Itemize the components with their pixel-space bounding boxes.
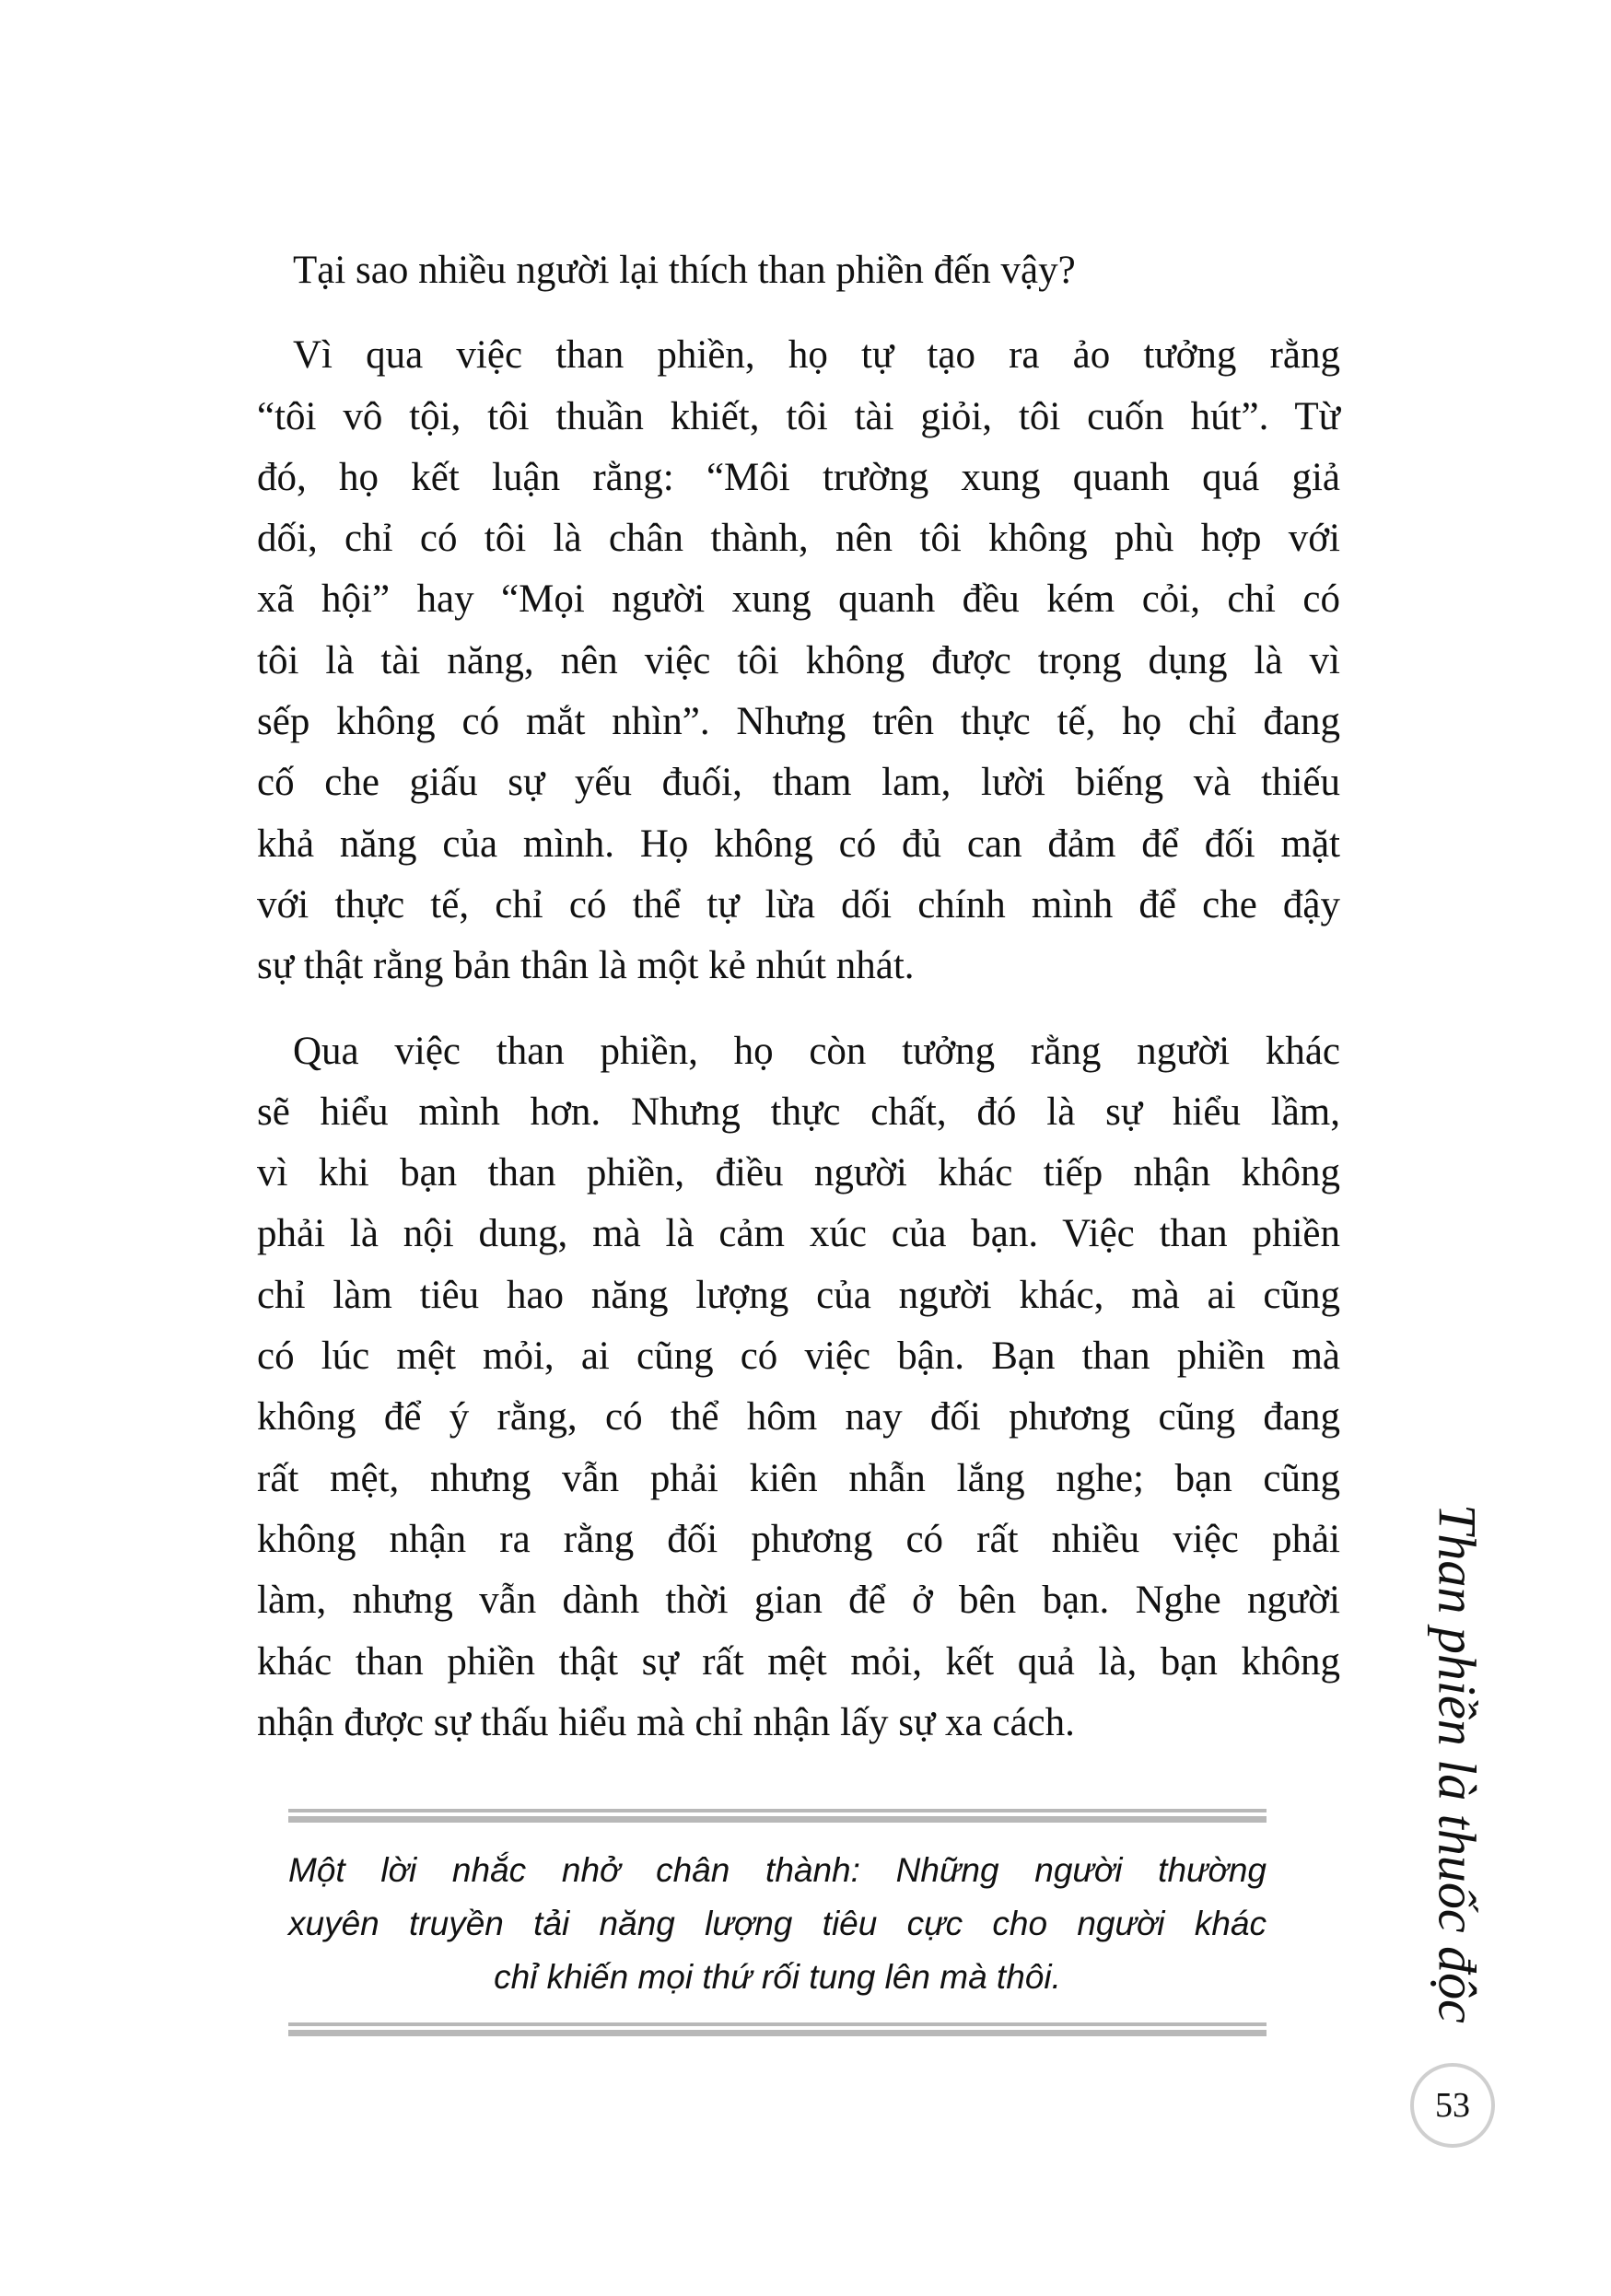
quote-line: chỉ khiến mọi thứ rối tung lên mà thôi. bbox=[494, 1958, 1061, 1996]
quote-text bbox=[288, 1844, 1267, 2004]
text-line: làm, nhưng vẫn dành thời gian để ở bên bạn. Nghe người bbox=[257, 1579, 1340, 1623]
text-line: có lúc mệt mỏi, ai cũng có việc bận. Bạn than phiền mà bbox=[257, 1334, 1340, 1379]
running-title: Than phiền là thuốc độc bbox=[1427, 1504, 1488, 2023]
text-line: xã hội” hay “Mọi người xung quanh đều kém cỏi, chỉ có bbox=[257, 577, 1340, 622]
text-line: Qua việc than phiền, họ còn tưởng rằng người khác bbox=[293, 1029, 1340, 1073]
quote-bottom-rule-thick bbox=[288, 2030, 1267, 2036]
page-number: 53 bbox=[1410, 2063, 1495, 2148]
text-line: nhận được sự thấu hiểu mà chỉ nhận lấy sự xa cách. bbox=[257, 1700, 1075, 1744]
quote-top-rule-thick bbox=[288, 1816, 1267, 1823]
text-line: rất mệt, nhưng vẫn phải kiên nhẫn lắng nghe; bạn cũng bbox=[257, 1456, 1340, 1500]
text-line: “tôi vô tội, tôi thuần khiết, tôi tài giỏi, tôi cuốn hút”. Từ bbox=[257, 394, 1340, 438]
text-line: không để ý rằng, có thể hôm nay đối phương cũng đang bbox=[257, 1395, 1340, 1439]
quote-box bbox=[288, 1809, 1267, 2037]
text-line: Tại sao nhiều người lại thích than phiền đến vậy? bbox=[293, 249, 1076, 292]
text-line: phải là nội dung, mà là cảm xúc của bạn. Việc than phiền bbox=[257, 1212, 1340, 1256]
quote-bottom-rule-thin bbox=[288, 2022, 1267, 2026]
body-text bbox=[257, 240, 1340, 1777]
text-line: với thực tế, chỉ có thể tự lừa dối chính mình để che đậy bbox=[257, 882, 1340, 927]
text-line: chỉ làm tiêu hao năng lượng của người khác, mà ai cũng bbox=[257, 1273, 1340, 1317]
text-line: đó, họ kết luận rằng: “Môi trường xung quanh quá giả bbox=[257, 455, 1340, 499]
text-line: sẽ hiểu mình hơn. Nhưng thực chất, đó là sự hiểu lầm, bbox=[257, 1090, 1340, 1134]
quote-top-rule-thin bbox=[288, 1809, 1267, 1812]
paragraph bbox=[257, 1021, 1340, 1754]
text-line: dối, chỉ có tôi là chân thành, nên tôi không phù hợp với bbox=[257, 517, 1340, 561]
text-line: khả năng của mình. Họ không có đủ can đảm để đối mặt bbox=[257, 822, 1340, 866]
text-line: sự thật rằng bản thân là một kẻ nhút nhát. bbox=[257, 944, 915, 988]
text-line: cố che giấu sự yếu đuối, tham lam, lười biếng và thiếu bbox=[257, 761, 1340, 805]
text-line: sếp không có mắt nhìn”. Nhưng trên thực tế, họ chỉ đang bbox=[257, 700, 1340, 744]
text-line: tôi là tài năng, nên việc tôi không được trọng dụng là vì bbox=[257, 638, 1340, 682]
text-line: Vì qua việc than phiền, họ tự tạo ra ảo tưởng rằng bbox=[293, 333, 1340, 378]
paragraph bbox=[257, 240, 1340, 301]
paragraph bbox=[257, 325, 1340, 996]
quote-line: xuyên truyền tải năng lượng tiêu cực cho người khác bbox=[288, 1905, 1267, 1942]
text-line: vì khi bạn than phiền, điều người khác tiếp nhận không bbox=[257, 1151, 1340, 1195]
quote-line: Một lời nhắc nhở chân thành: Những người thường bbox=[288, 1851, 1267, 1889]
text-line: khác than phiền thật sự rất mệt mỏi, kết quả là, bạn không bbox=[257, 1639, 1340, 1684]
text-line: không nhận ra rằng đối phương có rất nhiều việc phải bbox=[257, 1517, 1340, 1561]
